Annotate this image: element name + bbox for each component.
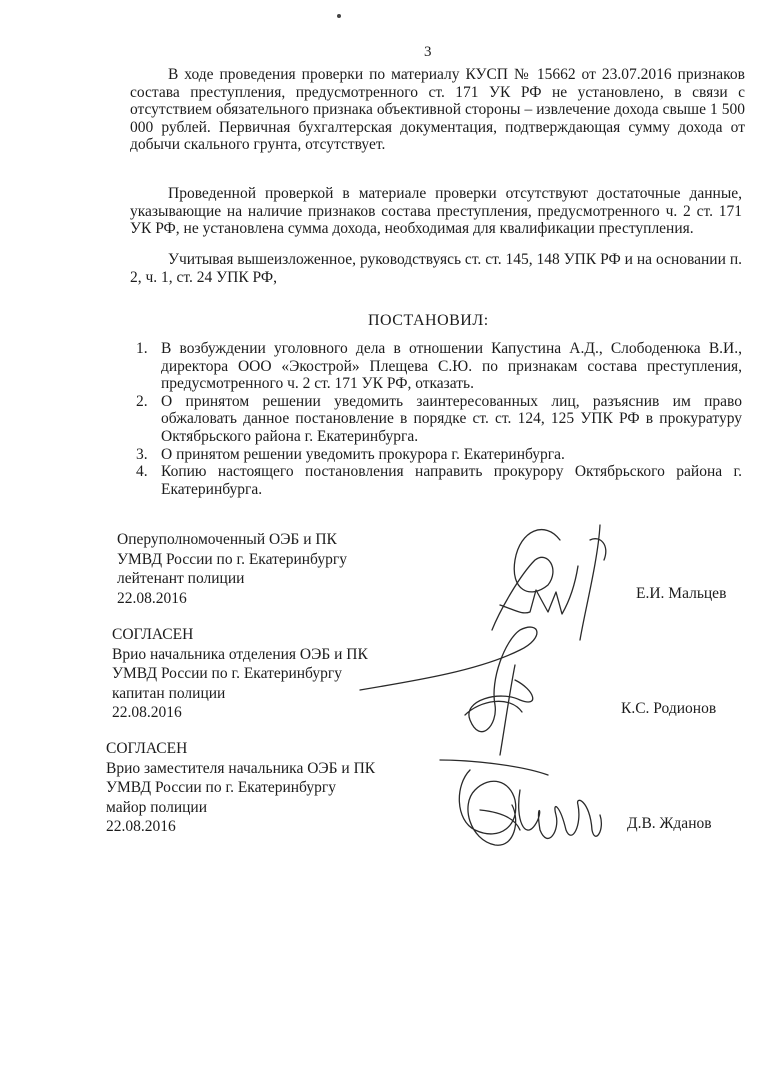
- signature-block-approval-2: [106, 739, 375, 837]
- signature-block-approval-1: [112, 625, 368, 723]
- signature-line: Врио заместителя начальника ОЭБ и ПК: [106, 759, 376, 777]
- signature-line: УМВД России по г. Екатеринбургу: [112, 665, 342, 682]
- signature-line: Оперуполномоченный ОЭБ и ПК: [117, 531, 337, 548]
- paragraph-legal-basis: Учитывая вышеизложенное, руководствуясь ст. ст. 145, 148 УПК РФ и на основании п. 2, ч. 1, ст. 24 УПК РФ,: [130, 251, 742, 286]
- decision-item: [136, 340, 742, 393]
- decision-number: 2.: [136, 392, 148, 410]
- signature-date: 22.08.2016: [117, 589, 187, 607]
- decision-text: О принятом решении уведомить заинтересованных лиц, разъяснив им право обжаловать данное постановление в порядке ст. ст. 124, 125 УПК РФ в прокуратуру Октябрьского района г. Екатеринбурга.: [161, 392, 742, 445]
- paragraph-inspection-result: В ходе проведения проверки по материалу КУСП № 15662 от 23.07.2016 признаков состава преступления, предусмотренного ст. 171 УК РФ не установлено, в связи с отсутствием обязательного признака объективной стороны – извлечение дохода свыше 1 500 000 рублей. Первичная бухгалтерская документация, подтверждающая сумму дохода от добычи скального грунта, отсутствует.: [130, 66, 745, 154]
- signature-date: 22.08.2016: [112, 704, 182, 721]
- signature-line: лейтенант полиции: [117, 570, 245, 587]
- signature-date: 22.08.2016: [106, 818, 176, 835]
- signer-name: Е.И. Мальцев: [636, 585, 727, 602]
- decision-list: [136, 340, 742, 498]
- page-number: 3: [424, 44, 432, 60]
- decision-number: 3.: [136, 445, 148, 463]
- signature-line: Врио начальника отделения ОЭБ и ПК: [112, 645, 368, 663]
- decision-text: О принятом решении уведомить прокурора г. Екатеринбурга.: [161, 445, 565, 463]
- approval-label: СОГЛАСЕН: [106, 740, 188, 757]
- signature-zhdanov: [440, 760, 601, 845]
- signature-line: УМВД России по г. Екатеринбургу: [106, 779, 336, 796]
- decision-item: [136, 463, 742, 498]
- signer-name: К.С. Родионов: [621, 700, 717, 717]
- decision-number: 4.: [136, 463, 148, 481]
- signature-line: капитан полиции: [112, 684, 226, 702]
- decision-text: Копию настоящего постановления направить прокурору Октябрьского района г. Екатеринбурга.: [161, 463, 742, 498]
- decision-item: [136, 393, 742, 446]
- decision-item: [136, 446, 742, 464]
- scan-speck: [337, 14, 341, 18]
- approval-label: СОГЛАСЕН: [112, 626, 194, 643]
- signature-maltsev: [492, 525, 606, 640]
- decision-number: 1.: [136, 340, 148, 357]
- signature-block-officer: [117, 530, 347, 608]
- signature-line: УМВД России по г. Екатеринбургу: [117, 550, 347, 568]
- decision-text: В возбуждении уголовного дела в отношении Капустина А.Д., Слободенюка В.И., директора ООО «Экострой» Плещева С.Ю. по признакам состава преступления, предусмотренного ч. 2 ст. 171 УК РФ, отказать.: [161, 340, 742, 393]
- resolution-heading: ПОСТАНОВИЛ:: [368, 312, 489, 329]
- paragraph-insufficient-data: Проведенной проверкой в материале проверки отсутствуют достаточные данные, указывающие на наличие признаков состава преступления, предусмотренного ч. 2 ст. 171 УК РФ, не установлена сумма дохода, необходимая для квалификации преступления.: [130, 185, 742, 238]
- signer-name: Д.В. Жданов: [627, 815, 712, 832]
- signature-rodionov: [360, 627, 537, 755]
- signature-line: майор полиции: [106, 798, 208, 816]
